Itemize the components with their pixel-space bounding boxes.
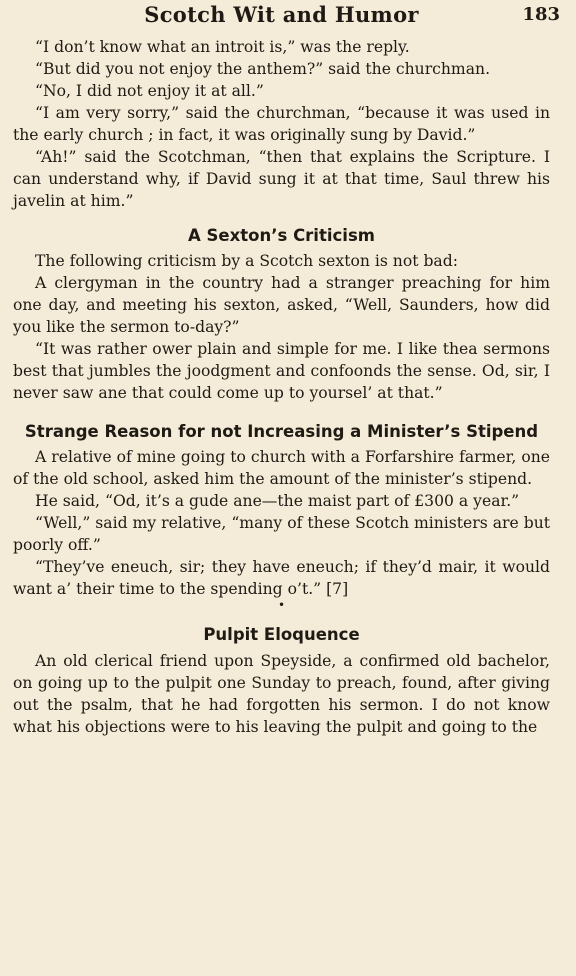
section-heading: Pulpit Eloquence (203, 625, 360, 644)
paragraph: The following criticism by a Scotch sexton is not bad: (35, 252, 458, 270)
paragraph: “They’ve eneuch, sir; they have eneuch; if they’d mair, it would want a’ their time to the spending o’t.” [7] (13, 558, 550, 598)
paragraph: “I don’t know what an introit is,” was the reply. (35, 38, 410, 56)
page-number: 183 (522, 4, 560, 25)
paragraph: “Ah!” said the Scotchman, “then that explains the Scripture. I can understand why, if David sung it at that time, Saul threw his javelin at him.” (13, 148, 550, 210)
section-heading: A Sexton’s Criticism (188, 226, 375, 245)
paragraph: A relative of mine going to church with a Forfarshire farmer, one of the old school, asked him the amount of the minister’s stipend. (13, 448, 550, 488)
paragraph: “It was rather ower plain and simple for me. I like thea sermons best that jumbles the joodgment and confoonds the sense. Od, sir, I never saw ane that could come up to yoursel’ at that.” (13, 340, 550, 402)
paragraph: A clergyman in the country had a stranger preaching for him one day, and meeting his sexton, asked, “Well, Saunders, how did you like the sermon to-day?” (13, 274, 550, 336)
running-title: Scotch Wit and Humor (144, 2, 419, 27)
paragraph: “But did you not enjoy the anthem?” said the churchman. (35, 60, 491, 78)
ornament-dot: • (277, 598, 286, 612)
page-header (13, 0, 560, 36)
paragraph: “Well,” said my relative, “many of these Scotch ministers are but poorly off.” (13, 514, 550, 554)
section-heading: Strange Reason for not Increasing a Minister’s Stipend (24, 422, 539, 441)
paragraph: “I am very sorry,” said the churchman, “because it was used in the early church ; in fact, it was originally sung by David.” (13, 104, 550, 144)
paragraph: “No, I did not enjoy it at all.” (35, 82, 264, 100)
paragraph: An old clerical friend upon Speyside, a confirmed old bachelor, on going up to the pulpit one Sunday to preach, found, after giving out the psalm, that he had forgotten his sermon. I do not know what his objections were to his leaving the pulpit and going to the (13, 652, 550, 736)
body-text (13, 36, 550, 738)
paragraph: He said, “Od, it’s a gude ane—the maist part of £300 a year.” (35, 492, 520, 510)
